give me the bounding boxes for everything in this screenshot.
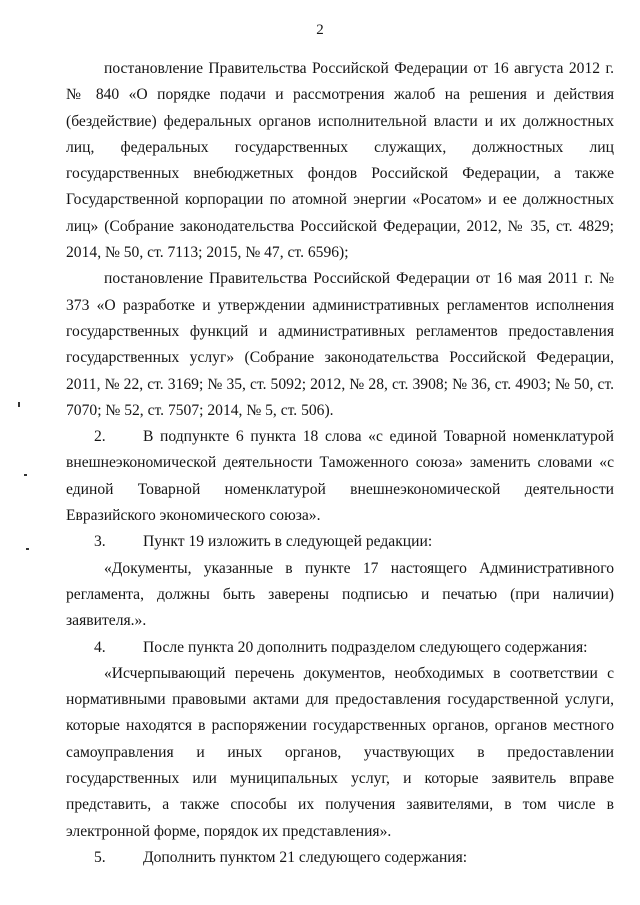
list-item-4 — [66, 635, 614, 661]
scan-mark — [24, 474, 27, 476]
paragraph-resolution-840: постановление Правительства Российской Федерации от 16 августа 2012 г. № 840 «О порядке подачи и рассмотрения жалоб на решения и действия (бездействие) федеральных органов исполнительной власти и их должностных лиц, федеральных государственных служащих, должностных лиц государственных внебюджетных фондов Российской Федерации, а также Государственной корпорации по атомной энергии «Росатом» и ее должностных лиц» (Собрание законодательства Российской Федерации, 2012, № 35, ст. 4829; 2014, № 50, ст. 7113; 2015, № 47, ст. 6596); — [66, 60, 614, 262]
item-number: 5. — [94, 848, 106, 866]
quote-item-4: «Исчерпывающий перечень документов, необходимых в соответствии с нормативными правовыми актами для предоставления государственной услуги, которые находятся в распоряжении государственных органов, органов местного самоуправления и иных органов, участвующих в предоставлении государственных или муниципальных услуг, и которые заявитель вправе представить, а также способы их получения заявителями, в том числе в электронной форме, порядок их представления». — [66, 664, 614, 840]
quote-item-3: «Документы, указанные в пункте 17 настоящего Административного регламента, должны быть заверены подписью и печатью (при наличии) заявителя.». — [66, 559, 614, 630]
paragraph-resolution-373: постановление Правительства Российской Федерации от 16 мая 2011 г. № 373 «О разработке и утверждении административных регламентов исполнения государственных функций и административных регламентов предоставления государственных услуг» (Собрание законодательства Российской Федерации, 2011, № 22, ст. 3169; № 35, ст. 5092; 2012, № 28, ст. 3908; № 36, ст. 4903; № 50, ст. 7070; № 52, ст. 7507; 2014, № 5, ст. 506). — [66, 270, 614, 419]
list-item-3 — [66, 529, 614, 555]
item-text: В подпункте 6 пункта 18 слова «с единой Товарной номенклатурой внешнеэкономической деятельности Таможенного союза» заменить словами «с единой Товарной номенклатурой внешнеэкономической деятельности Евразийского экономического союза». — [66, 428, 614, 525]
item-text: После пункта 20 дополнить подразделом следующего содержания: — [143, 638, 588, 656]
item-number: 2. — [94, 428, 106, 446]
scan-mark — [26, 548, 29, 550]
page-number: 2 — [316, 22, 324, 38]
item-number: 4. — [94, 638, 106, 656]
item-text: Пункт 19 изложить в следующей редакции: — [143, 533, 433, 551]
list-item-5 — [66, 845, 614, 871]
scan-mark — [18, 402, 20, 407]
list-item-2 — [66, 424, 614, 529]
item-number: 3. — [94, 533, 106, 551]
document-body — [66, 56, 614, 871]
item-text: Дополнить пунктом 21 следующего содержания: — [143, 848, 468, 866]
